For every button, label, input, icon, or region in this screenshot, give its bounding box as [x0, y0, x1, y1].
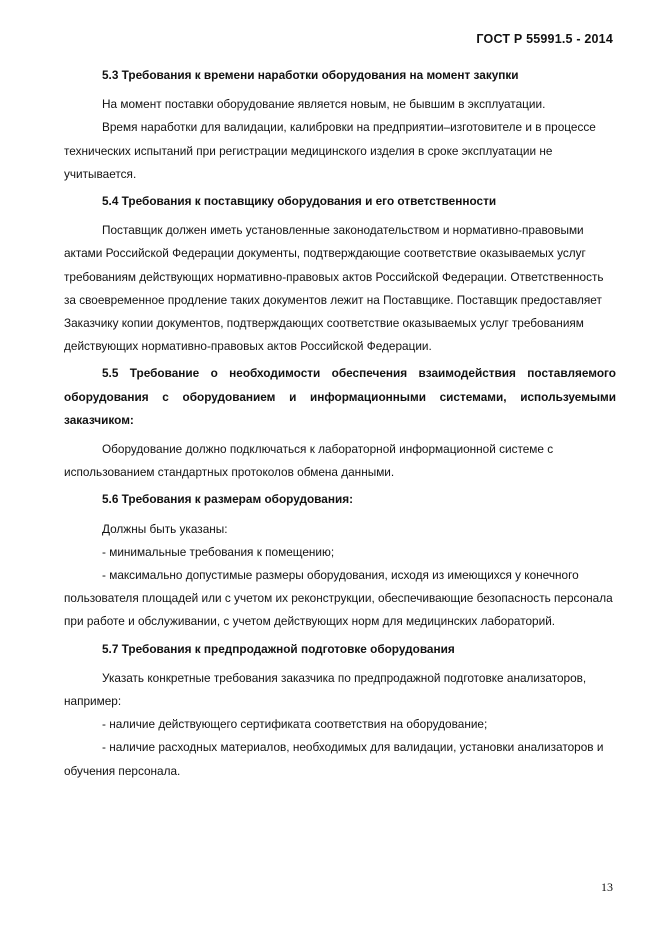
paragraph: На момент поставки оборудование является новым, не бывшим в эксплуатации. [102, 97, 546, 112]
document-header-standard: ГОСТ Р 55991.5 - 2014 [476, 32, 613, 46]
section-heading-5-7: 5.7 Требования к предпродажной подготовке оборудования [102, 641, 455, 656]
section-heading-5-6: 5.6 Требования к размерам оборудования: [102, 492, 354, 507]
page-number: 13 [601, 880, 613, 894]
paragraph: Поставщик должен иметь установленные законодательством и нормативно-правовыми актами Российской Федерации документы, подтверждающие соответствие оказываемых услуг требованиям действующих нормативно-правовых актов Российской Федерации. Ответственность за своевременное продление таких документов лежит на Поставщике. Поставщик предоставляет Заказчику копии документов, подтверждающих соответствие оказываемых услуг требованиям действующих нормативно-правовых актов Российской Федерации. [64, 223, 604, 354]
section-heading-5-3: 5.3 Требования к времени наработки оборудования на момент закупки [102, 68, 519, 82]
section-heading-5-4: 5.4 Требования к поставщику оборудования и его ответственности [102, 194, 497, 209]
section-heading-5-5: 5.5 Требование о необходимости обеспечения взаимодействия поставляемого оборудования с оборудованием и информационными системами, используемыми заказчиком: [64, 366, 616, 427]
list-item: - максимально допустимые размеры оборудования, исходя из имеющихся у конечного пользователя площадей или с учетом их реконструкции, обеспечивающие безопасность персонала при работе и обслуживании, с учетом действующих норм для медицинских лабораторий. [64, 568, 613, 629]
list-item: - наличие действующего сертификата соответствия на оборудование; [102, 717, 488, 732]
paragraph: Должны быть указаны: [102, 521, 228, 536]
list-item: - минимальные требования к помещению; [102, 544, 335, 559]
page-body [64, 62, 616, 783]
paragraph: Время наработки для валидации, калибровки на предприятии–изготовителе и в процессе технических испытаний при регистрации медицинского изделия в сроке эксплуатации не учитывается. [64, 120, 596, 181]
paragraph: Оборудование должно подключаться к лабораторной информационной системе с использованием стандартных протоколов обмена данными. [64, 442, 554, 480]
paragraph: Указать конкретные требования заказчика по предпродажной подготовке анализаторов, например: [64, 670, 587, 709]
list-item: - наличие расходных материалов, необходимых для валидации, установки анализаторов и обучения персонала. [64, 740, 604, 778]
